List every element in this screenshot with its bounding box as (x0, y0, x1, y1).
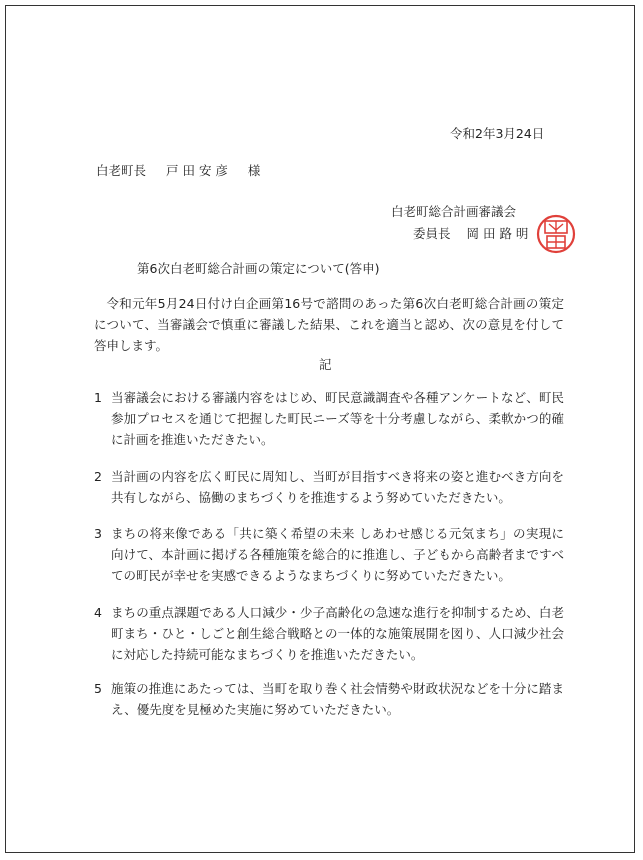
item-text: 当計画の内容を広く町民に周知し、当町が目指すべき将来の姿と進むべき方向を共有しながら、協働のまちづくりを推進するよう努めていただきたい。 (111, 469, 564, 505)
sender-name: 岡 田 路 明 (466, 226, 529, 241)
addressee-honorific: 様 (247, 163, 261, 178)
sender-position: 委員長 (413, 226, 451, 241)
list-item (94, 602, 564, 665)
item-text: まちの将来像である「共に築く希望の未来 しあわせ感じる元気まち」の実現に向けて、本計画に掲げる各種施策を総合的に推進し、子どもから高齢者まですべての町民が幸せを実感できるようなまちづくりに努めていただきたい。 (111, 526, 564, 583)
list-item (94, 387, 564, 450)
item-number: 4 (94, 605, 102, 620)
document-subject: 第6次白老町総合計画の策定について(答申) (137, 261, 380, 276)
ki-heading: 記 (319, 357, 332, 372)
item-number: 3 (94, 526, 102, 541)
addressee-title: 白老町長 (96, 163, 147, 178)
item-text: 施策の推進にあたっては、当町を取り巻く社会情勢や財政状況などを十分に踏まえ、優先度を見極めた実施に努めていただきたい。 (111, 681, 564, 717)
list-item (94, 466, 564, 508)
item-number: 1 (94, 390, 102, 405)
addressee (96, 161, 264, 179)
list-item (94, 523, 564, 586)
item-number: 2 (94, 469, 102, 484)
official-seal-icon (536, 214, 576, 254)
item-text: 当審議会における審議内容をはじめ、町民意識調査や各種アンケートなど、町民参加プロセスを通じて把握した町民ニーズ等を十分考慮しながら、柔軟かつ的確に計画を推進いただきたい。 (111, 390, 564, 447)
sender-chair (413, 224, 528, 242)
addressee-name: 戸 田 安 彦 (166, 163, 228, 178)
sender-council: 白老町総合計画審議会 (391, 204, 517, 219)
intro-paragraph: 令和元年5月24日付け白企画第16号で諮問のあった第6次白老町総合計画の策定について、当審議会で慎重に審議した結果、これを適当と認め、次の意見を付して答申します。 (94, 296, 564, 353)
document-date: 令和2年3月24日 (450, 126, 545, 141)
list-item (94, 678, 564, 720)
item-number: 5 (94, 681, 102, 696)
item-text: まちの重点課題である人口減少・少子高齢化の急速な進行を抑制するため、白老町まち・ひと・しごと創生総合戦略との一体的な施策展開を図り、人口減少社会に対応した持続可能なまちづくりを推進いただきたい。 (111, 605, 564, 662)
document-page (5, 5, 635, 853)
